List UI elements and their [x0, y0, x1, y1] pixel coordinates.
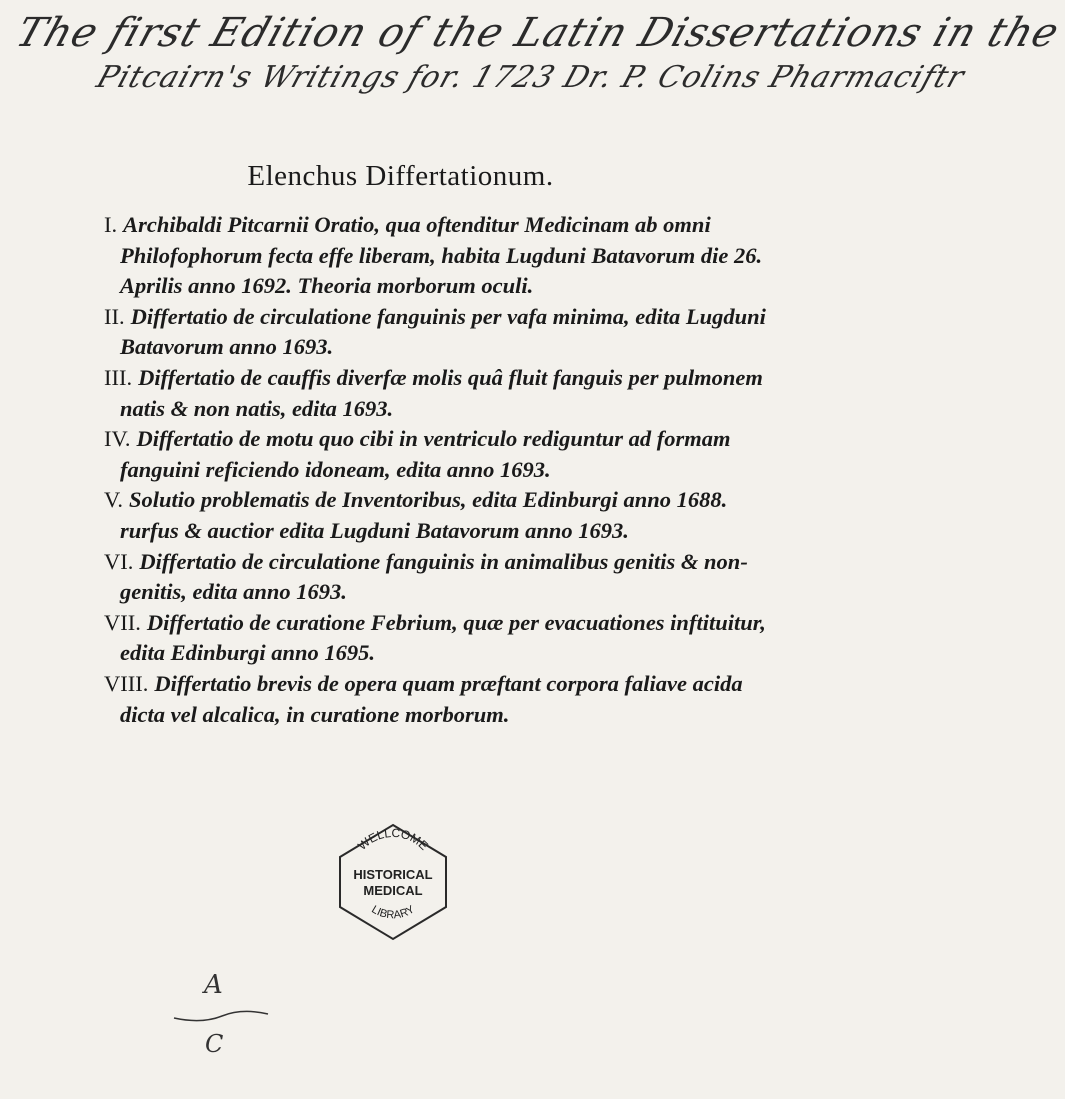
inscription-line-1: The first Edition of the Latin Dissertations in the: [10, 10, 1065, 56]
item-number: V.: [104, 487, 123, 513]
item-number: VII.: [104, 609, 141, 635]
item-text: Solutio problematis de Inventoribus, edita Edinburgi anno 1688. rurfus & auctior edita Lugduni Batavorum anno 1693.: [120, 487, 728, 543]
shelf-marks: [0, 970, 801, 1080]
list-item: [104, 424, 784, 485]
list-item: [104, 363, 784, 424]
item-number: II.: [104, 303, 125, 329]
list-item: [104, 669, 784, 730]
shelf-mark-c: C: [205, 1030, 224, 1058]
item-number: I.: [104, 212, 118, 237]
stamp-top-text: WELLCOME: [355, 825, 432, 853]
stamp-line-1: HISTORICAL: [353, 867, 433, 882]
inscription-line-2: Pitcairn's Writings for. 1723 Dr. P. Colins Pharmaciftr: [92, 60, 970, 95]
stamp-line-2: MEDICAL: [363, 883, 423, 898]
library-stamp: [328, 817, 458, 947]
item-number: VIII.: [104, 670, 149, 696]
list-item: [104, 608, 784, 669]
list-item: [104, 547, 784, 608]
item-text: Archibaldi Pitcarnii Oratio, qua oftenditur Medicinam ab omni Philofophorum fecta effe liberam, habita Lugduni Batavorum die 26. Aprilis anno 1692. Theoria morborum oculi.: [120, 212, 763, 299]
underline-flourish: [172, 1010, 272, 1030]
item-number: III.: [104, 364, 133, 390]
stamp-graphic: [328, 817, 458, 947]
shelf-mark-a: A: [204, 970, 223, 1000]
stamp-bottom-text: LIBRARY: [369, 903, 417, 922]
handwritten-inscription: [10, 4, 1065, 124]
item-text: Differtatio brevis de opera quam præftant corpora faliave acida dicta vel alcalica, in curatione morborum.: [120, 670, 743, 727]
item-text: Differtatio de cauffis diverfæ molis quâ fluit fanguis per pulmonem natis & non natis, edita 1693.: [120, 364, 763, 421]
item-text: Differtatio de circulatione fanguinis in animalibus genitis & non-genitis, edita anno 1693.: [120, 548, 748, 605]
list-item: [104, 485, 784, 546]
item-number: IV.: [104, 426, 131, 452]
item-text: Differtatio de motu quo cibi in ventriculo rediguntur ad formam fanguini reficiendo idoneam, edita anno 1693.: [120, 426, 731, 482]
dissertation-list: [104, 210, 784, 730]
page-heading: Elenchus Differtationum.: [247, 160, 554, 192]
item-number: VI.: [104, 548, 134, 574]
item-text: Differtatio de curatione Febrium, quæ per evacuationes inftituitur, edita Edinburgi anno 1695.: [120, 609, 766, 666]
item-text: Differtatio de circulatione fanguinis per vafa minima, edita Lugduni Batavorum anno 1693.: [120, 303, 766, 360]
list-item: [104, 302, 784, 363]
list-item: [104, 210, 784, 302]
